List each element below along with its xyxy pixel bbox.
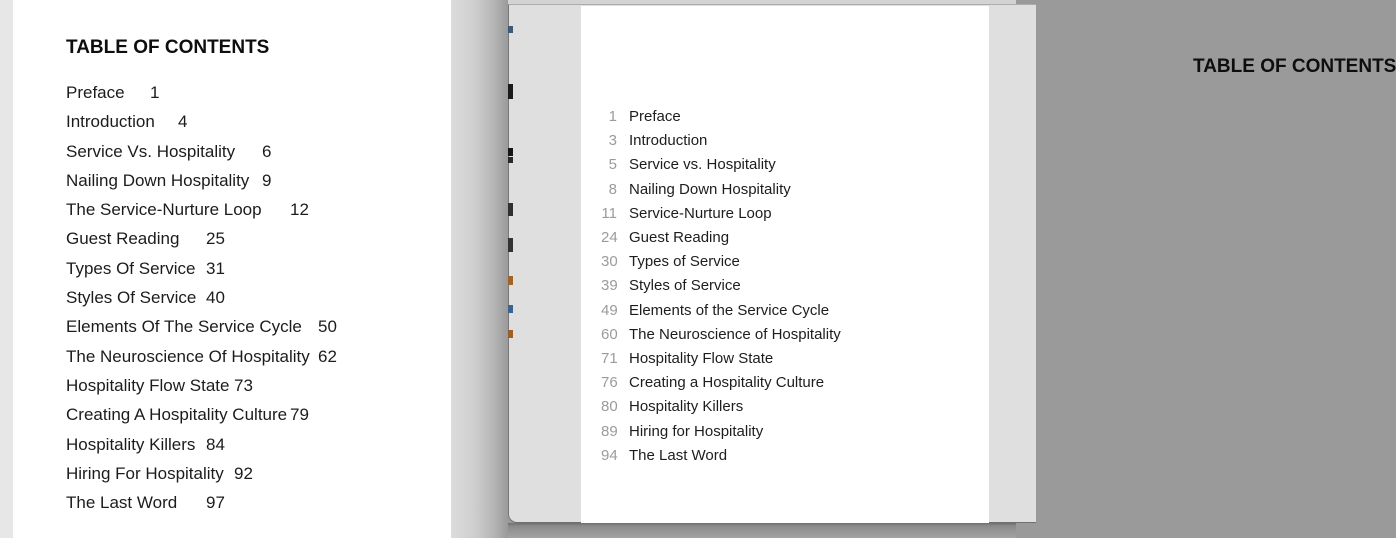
toc-page-number: 3 (608, 132, 617, 150)
desktop-below-window (508, 523, 1016, 538)
clipped-glyph-fragment (508, 84, 513, 99)
toc-entry-title: Types of Service (629, 253, 740, 271)
toc-entry-title: Hospitality Flow State (629, 350, 774, 368)
toc-entry[interactable]: Guest Reading 25 (66, 229, 225, 249)
toc-entry (601, 299, 971, 323)
toc-entry (601, 444, 971, 468)
toc-page-number: 60 (601, 325, 618, 343)
window-shadow-gap (451, 0, 508, 538)
toc-entry[interactable]: Creating A Hospitality Culture 79 (66, 405, 309, 425)
toc-entry[interactable]: The Last Word 97 (66, 493, 225, 513)
toc-entry[interactable]: Service Vs. Hospitality 6 (66, 141, 272, 161)
toc-entry (601, 129, 971, 153)
clipped-glyph-fragment (508, 330, 513, 338)
toc-page-number: 24 (601, 229, 618, 247)
toc-entry (601, 226, 971, 250)
left-toc-heading: TABLE OF CONTENTS (66, 37, 270, 58)
right-toc-heading: TABLE OF CONTENTS (1193, 56, 1396, 77)
toc-entry (601, 178, 971, 202)
left-toc-list (66, 78, 446, 517)
toc-entry (601, 420, 971, 444)
toc-entry[interactable]: Hospitality Flow State 73 (66, 375, 253, 395)
toc-entry[interactable]: Nailing Down Hospitality 9 (66, 170, 272, 190)
toc-page-number: 49 (601, 301, 618, 319)
toc-entry[interactable]: The Neuroscience Of Hospitality 62 (66, 346, 337, 366)
toc-entry[interactable]: Hospitality Killers 84 (66, 434, 225, 454)
toc-entry-title: Service-Nurture Loop (629, 204, 772, 222)
toc-entry-title: The Last Word (629, 446, 728, 464)
right-toc-list (601, 105, 971, 468)
toc-page-number: 30 (601, 253, 618, 271)
toc-page-number: 94 (601, 446, 618, 464)
toc-page-number: 11 (601, 204, 617, 222)
toc-entry[interactable]: The Service-Nurture Loop 12 (66, 200, 309, 220)
toc-page-number: 76 (601, 374, 618, 392)
toc-page-number: 71 (601, 350, 618, 368)
left-window-margin (0, 0, 13, 538)
clipped-glyph-fragment (508, 276, 513, 285)
toc-entry (601, 347, 971, 371)
toc-entry[interactable]: Elements Of The Service Cycle 50 (66, 317, 337, 337)
toc-entry-title: Guest Reading (629, 229, 730, 247)
toc-entry[interactable]: Styles Of Service 40 (66, 288, 225, 308)
toc-entry-title: Creating a Hospitality Culture (629, 374, 825, 392)
toc-page-number: 39 (601, 277, 618, 295)
toc-page-number: 8 (608, 180, 617, 198)
toc-entry (601, 274, 971, 298)
clipped-glyph-fragment (508, 203, 513, 216)
toc-entry-title: Introduction (629, 132, 708, 150)
toc-entry (601, 202, 971, 226)
clipped-glyph-fragment (508, 157, 513, 163)
toc-page-number: 5 (608, 156, 617, 174)
toc-entry (601, 153, 971, 177)
toc-page-number: 89 (601, 422, 618, 440)
clipped-glyph-fragment (508, 305, 513, 313)
toc-entry (601, 395, 971, 419)
clipped-glyph-fragment (508, 148, 513, 156)
clipped-glyph-fragment (508, 238, 513, 252)
toc-entry[interactable]: Hiring For Hospitality 92 (66, 463, 253, 483)
left-document-page[interactable] (13, 0, 451, 538)
toc-entry[interactable]: Preface 1 (66, 83, 160, 102)
clipped-glyph-fragment (508, 26, 513, 33)
toc-entry-title: Hiring for Hospitality (629, 422, 764, 440)
toc-entry-title: Preface (629, 108, 681, 125)
toc-entry-title: The Neuroscience of Hospitality (629, 325, 841, 343)
toc-entry (601, 323, 971, 347)
toc-entry[interactable]: Introduction 4 (66, 112, 188, 132)
toc-entry (601, 105, 971, 129)
toc-entry (601, 250, 971, 274)
toc-entry[interactable]: Types Of Service 31 (66, 258, 225, 278)
toc-entry-title: Service vs. Hospitality (629, 156, 776, 174)
toc-entry-title: Elements of the Service Cycle (629, 301, 830, 319)
toc-entry-title: Styles of Service (629, 277, 741, 295)
toc-entry-title: Hospitality Killers (629, 398, 744, 416)
toc-page-number: 80 (601, 398, 618, 416)
toc-entry-title: Nailing Down Hospitality (629, 180, 791, 198)
toc-entry (601, 371, 971, 395)
toc-page-number: 1 (608, 108, 617, 125)
